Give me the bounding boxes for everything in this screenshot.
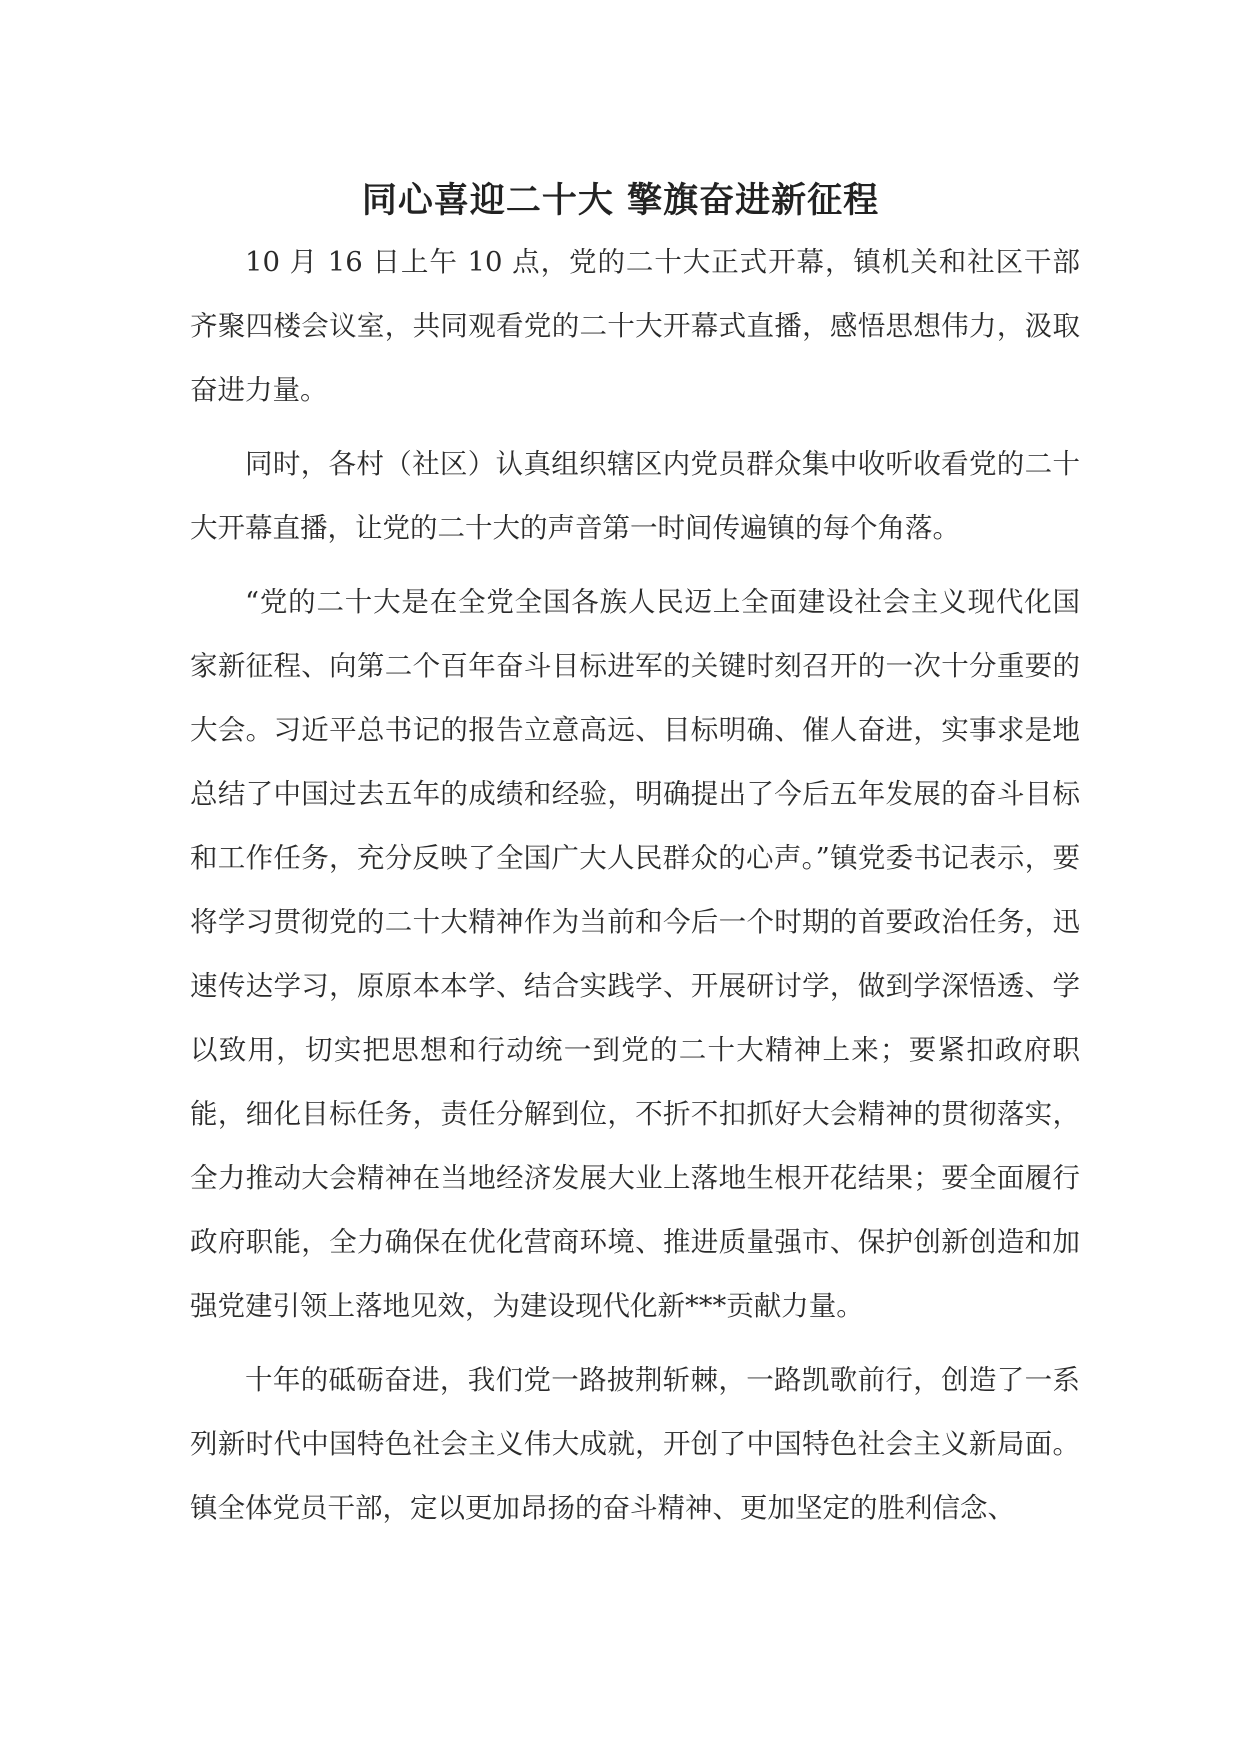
paragraph-opening-ceremony: 10 月 16 日上午 10 点，党的二十大正式开幕，镇机关和社区干部齐聚四楼会议室，共同观看党的二十大开幕式直播，感悟思想伟力，汲取奋进力量。 <box>190 246 1080 406</box>
paragraph-secretary-remarks: “党的二十大是在全党全国各族人民迈上全面建设社会主义现代化国家新征程、向第二个百年奋斗目标进军的关键时刻召开的一次十分重要的大会。习近平总书记的报告立意高远、目标明确、催人奋进，实事求是地总结了中国过去五年的成绩和经验，明确提出了今后五年发展的奋斗目标和工作任务，充分反映了全国广大人民群众的心声。”镇党委书记表示，要将学习贯彻党的二十大精神作为当前和今后一个时期的首要政治任务，迅速传达学习，原原本本学、结合实践学、开展研讨学，做到学深悟透、学以致用，切实把思想和行动统一到党的二十大精神上来；要紧扣政府职能，细化目标任务，责任分解到位，不折不扣抓好大会精神的贯彻落实，全力推动大会精神在当地经济发展大业上落地生根开花结果；要全面履行政府职能，全力确保在优化营商环境、推进质量强市、保护创新创造和加强党建引领上落地见效，为建设现代化新***贡献力量。 <box>190 586 1080 1322</box>
paragraph-ten-years: 十年的砥砺奋进，我们党一路披荆斩棘，一路凯歌前行，创造了一系列新时代中国特色社会主义伟大成就，开创了中国特色社会主义新局面。镇全体党员干部，定以更加昂扬的奋斗精神、更加坚定的胜利信念、 <box>190 1364 1080 1524</box>
document-title: 同心喜迎二十大 擎旗奋进新征程 <box>361 181 880 221</box>
document-body <box>190 230 1080 1550</box>
paragraph-village-broadcast: 同时，各村（社区）认真组织辖区内党员群众集中收听收看党的二十大开幕直播，让党的二十大的声音第一时间传遍镇的每个角落。 <box>190 448 1080 544</box>
